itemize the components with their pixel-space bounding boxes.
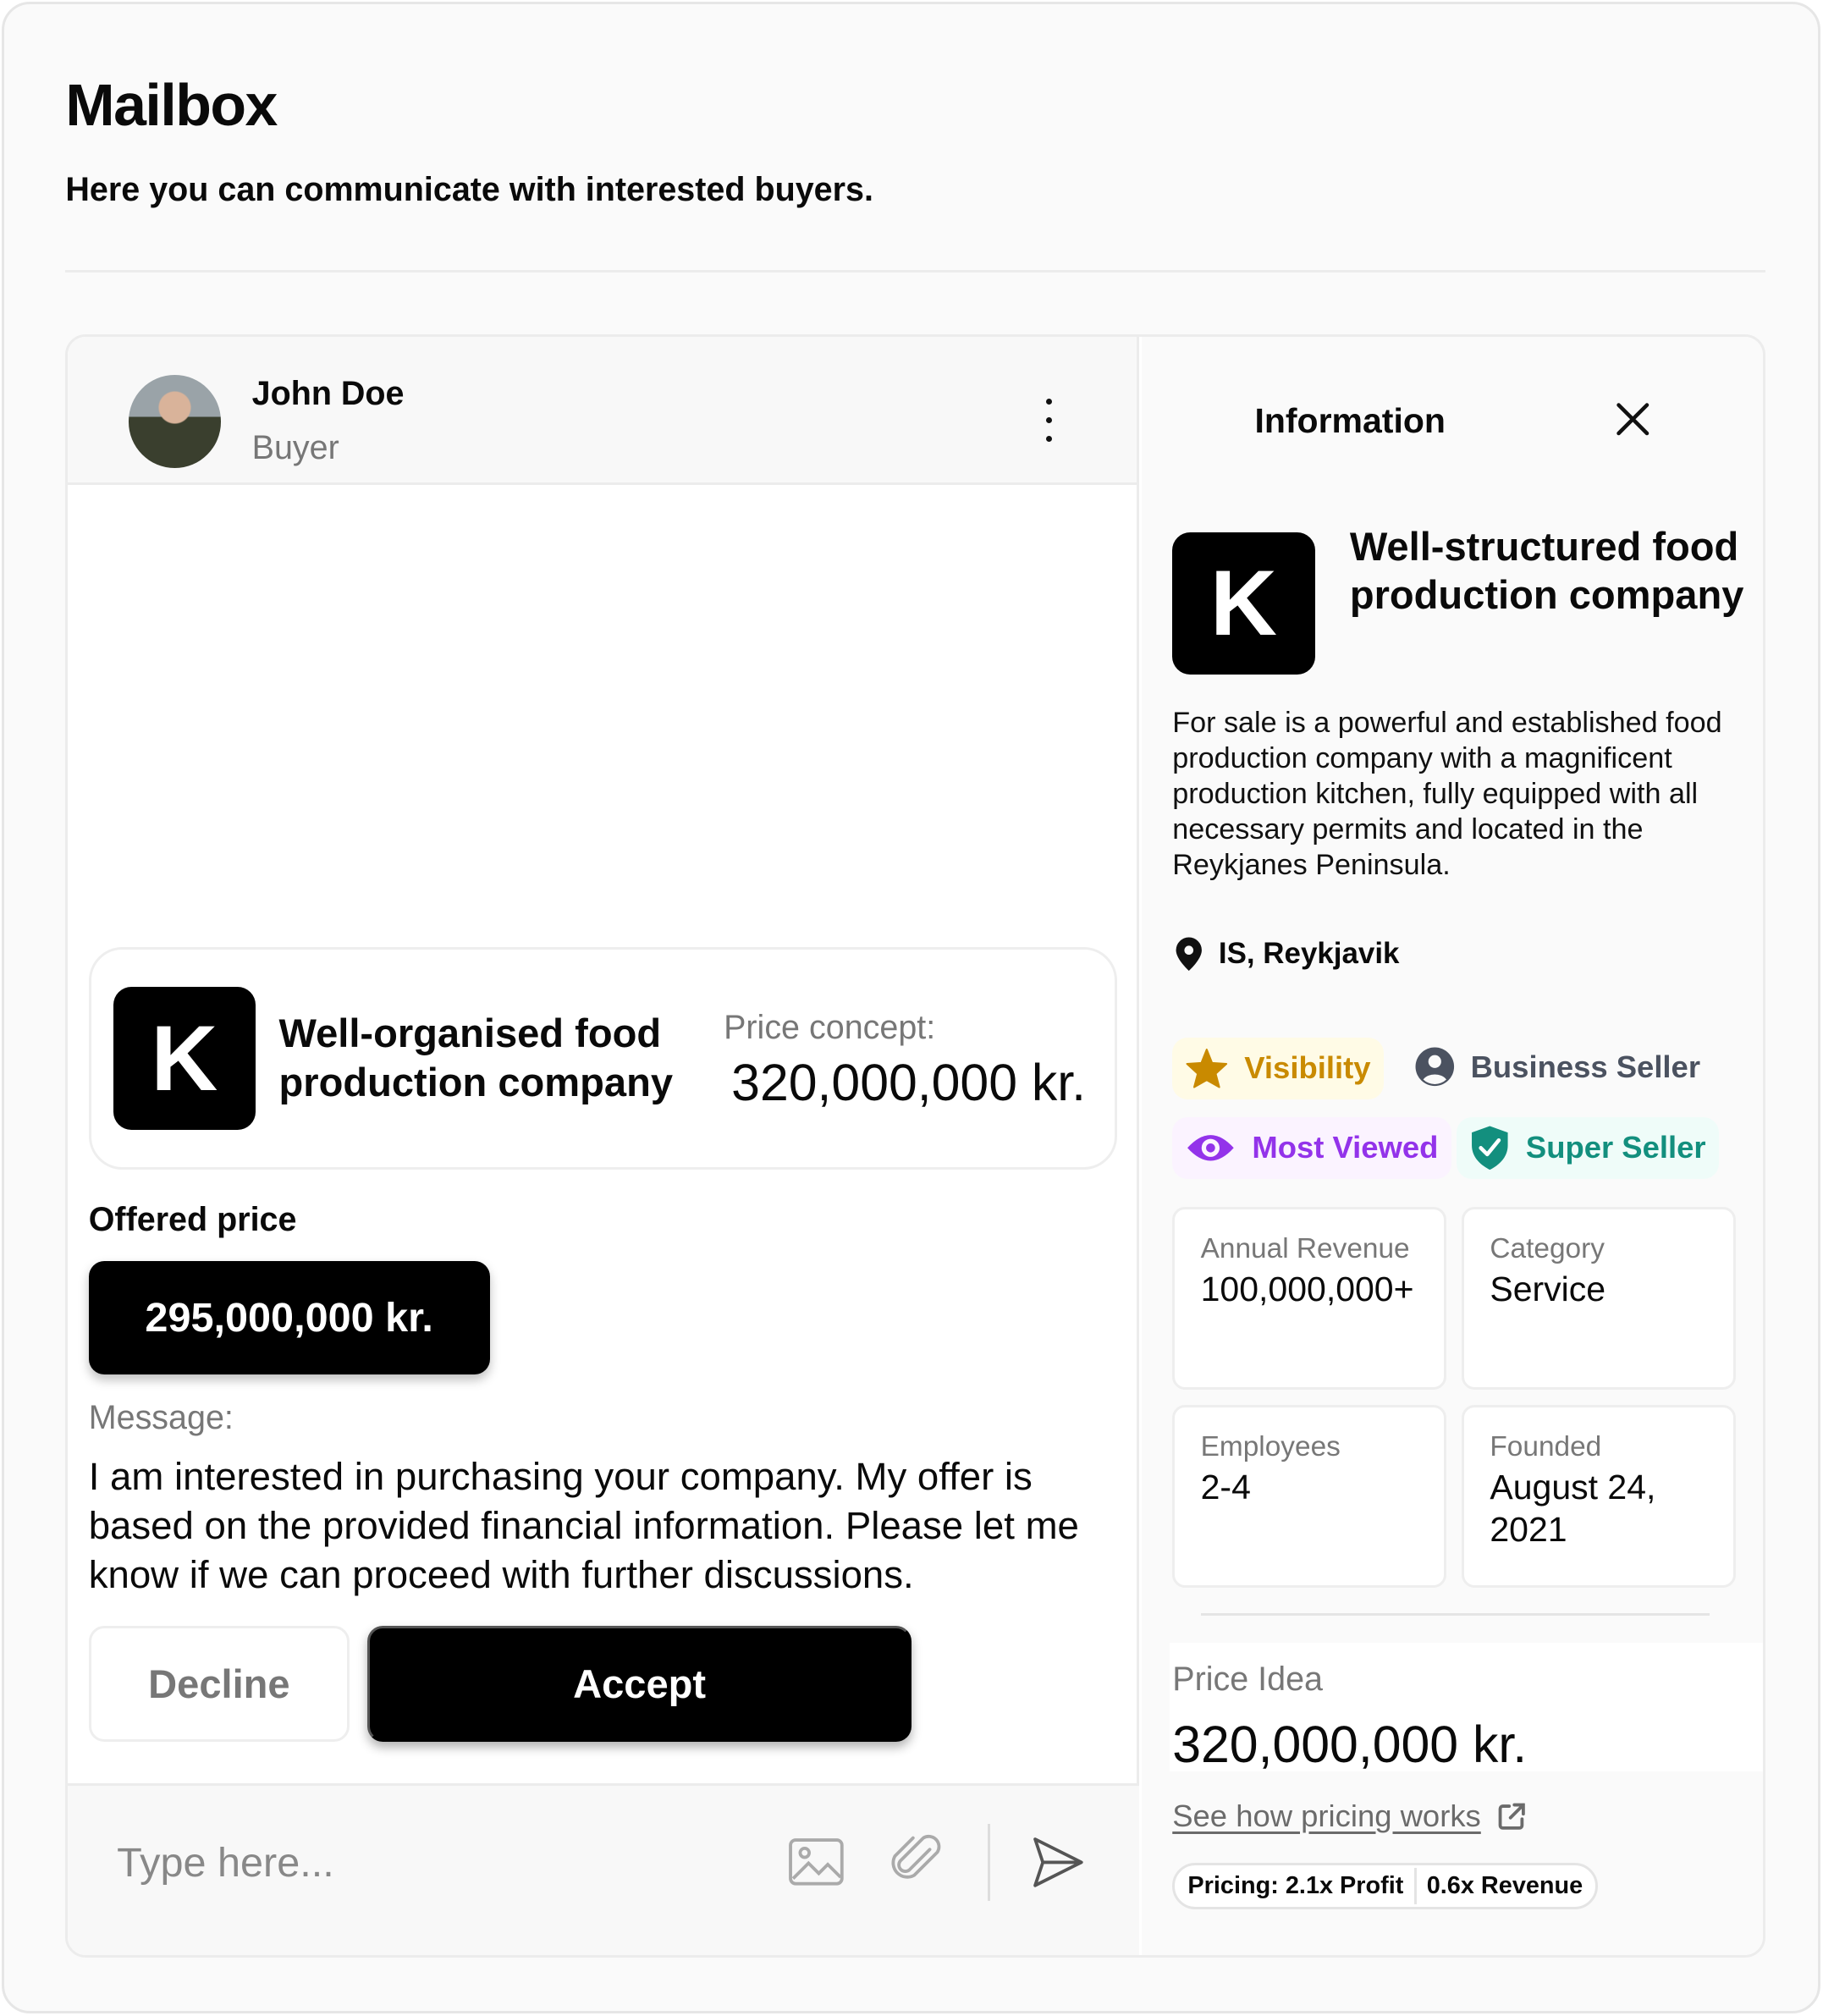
location: [1172, 936, 1399, 972]
price-concept-label: Price concept:: [724, 1009, 936, 1047]
paperclip-icon[interactable]: [891, 1831, 943, 1888]
divider: [1201, 1613, 1710, 1616]
eye-icon: [1185, 1130, 1236, 1166]
star-icon: [1185, 1048, 1229, 1089]
pricing-revenue: 0.6x Revenue: [1426, 1871, 1583, 1899]
page-title: Mailbox: [65, 71, 277, 138]
listing-card[interactable]: [89, 947, 1117, 1170]
accept-button[interactable]: Accept: [367, 1626, 912, 1742]
location-text: IS, Reykjavik: [1218, 937, 1400, 970]
message-text: I am interested in purchasing your company. My offer is based on the provided financial information. Please let me know if we can proceed with further discussions.: [88, 1455, 1079, 1596]
badge-business-seller: Business Seller: [1402, 1036, 1714, 1098]
offered-price-label: Offered price: [88, 1200, 297, 1238]
divider: [65, 270, 1765, 273]
company-description: For sale is a powerful and established food production company with a magnificent production kitchen, fully equipped with all necessary permits and located in the Reykjanes Peninsula.: [1172, 706, 1722, 881]
page-subtitle: Here you can communicate with interested buyers.: [65, 170, 873, 208]
more-options-icon[interactable]: [1038, 399, 1059, 443]
contact-role: Buyer: [251, 429, 339, 467]
stat-founded: Founded August 24, 2021: [1462, 1405, 1736, 1588]
avatar[interactable]: [129, 375, 221, 467]
mailbox-page: [2, 2, 1820, 2013]
contact-name: John Doe: [251, 375, 405, 413]
pricing-link[interactable]: See how pricing works: [1172, 1798, 1527, 1834]
badge-super-seller: Super Seller: [1457, 1117, 1719, 1179]
message-composer: [68, 1783, 1138, 1958]
offered-price-badge: 295,000,000 kr.: [89, 1261, 490, 1374]
map-pin-icon: [1172, 936, 1205, 972]
chat-panel: [68, 337, 1138, 1955]
price-concept-value: 320,000,000 kr.: [731, 1053, 1087, 1111]
company-logo: K: [113, 987, 256, 1130]
chat-header: [68, 337, 1136, 485]
badge-visibility: Visibility: [1172, 1038, 1383, 1099]
company-name: Well-structured food production company: [1349, 523, 1744, 618]
composer-divider: [988, 1824, 990, 1901]
message-input[interactable]: [117, 1824, 734, 1901]
conversation-card: [65, 334, 1765, 1958]
decline-button[interactable]: Decline: [89, 1626, 350, 1742]
image-icon[interactable]: [788, 1837, 845, 1887]
external-link-icon[interactable]: [1496, 1801, 1527, 1831]
send-icon[interactable]: [1030, 1834, 1087, 1891]
badge-most-viewed: Most Viewed: [1172, 1117, 1451, 1179]
company-logo: K: [1172, 532, 1315, 675]
shield-check-icon: [1469, 1125, 1511, 1171]
listing-title: Well-organised food production company: [278, 1011, 674, 1104]
info-title: Information: [1254, 400, 1446, 440]
user-circle-icon: [1414, 1046, 1456, 1088]
close-icon[interactable]: [1615, 401, 1651, 438]
price-idea-value: 320,000,000 kr.: [1172, 1716, 1528, 1774]
pricing-multiples: [1172, 1863, 1598, 1909]
information-panel: [1142, 337, 1765, 1955]
price-idea-label: Price Idea: [1172, 1661, 1324, 1699]
message-label: Message:: [88, 1398, 234, 1436]
pricing-profit: Pricing: 2.1x Profit: [1187, 1871, 1404, 1899]
stat-category: Category Service: [1462, 1207, 1736, 1390]
stat-employees: Employees 2-4: [1172, 1405, 1446, 1588]
stat-annual-revenue: Annual Revenue 100,000,000+: [1172, 1207, 1446, 1390]
